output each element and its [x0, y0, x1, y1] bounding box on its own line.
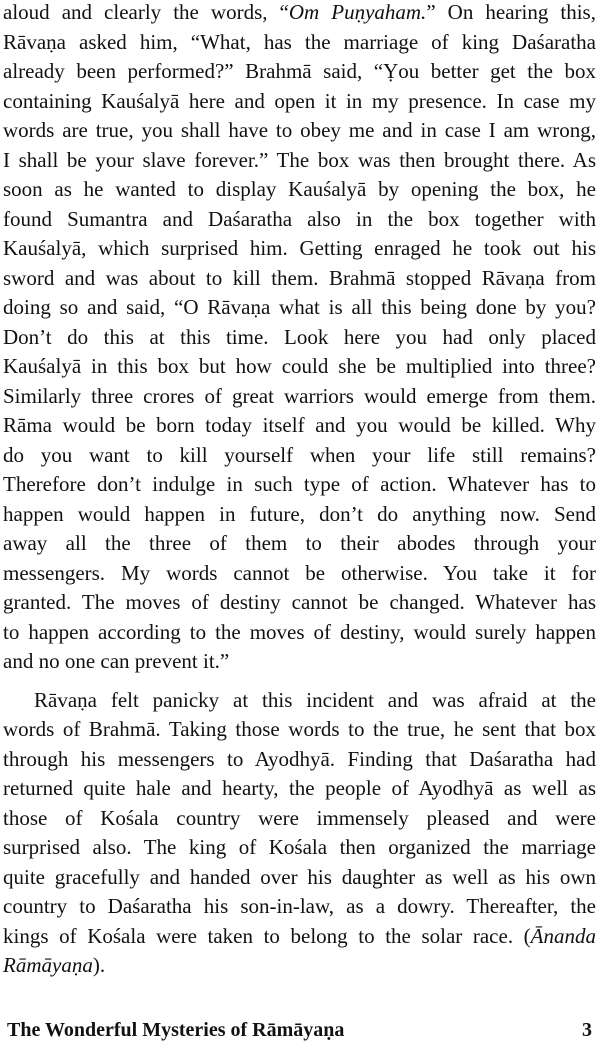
text-line: Kauśalyā, which surprised him. Getting enraged he took out his [3, 236, 596, 260]
text-line: quite gracefully and handed over his daughter as well as his own [3, 864, 596, 889]
italic-text: Rāmāyaṇa [3, 953, 93, 977]
text-line: to happen according to the moves of destiny, would surely happen [3, 619, 596, 644]
text-line: granted. The moves of destiny cannot be changed. Whatever has [3, 590, 596, 614]
paragraph-1 [3, 0, 596, 677]
text-line: Similarly three crores of great warriors would emerge from them. [3, 383, 596, 408]
italic-text: Om Puṇyaham. [288, 0, 427, 24]
text-line: and no one can prevent it.” [3, 649, 230, 673]
text-line: Rāma would be born today itself and you would be killed. Why [3, 413, 596, 437]
text-line: Rāvaṇa felt panicky at this incident and was afraid at the [34, 687, 596, 712]
text-line: doing so and said, “O Rāvaṇa what is all this being done by you? [3, 295, 596, 319]
running-title: The Wonderful Mysteries of Rāmāyaṇa [7, 1019, 345, 1041]
text-line: containing Kauśalyā here and open it in my presence. In case my [3, 88, 596, 113]
text-line: through his messengers to Ayodhyā. Finding that Daśaratha had [3, 746, 596, 771]
text-line [3, 0, 596, 28]
page-body [3, 0, 596, 981]
italic-text: Ānanda [530, 923, 596, 948]
page-number: 3 [582, 1019, 592, 1041]
paragraph-2 [3, 686, 596, 981]
text-line: sword and was about to kill them. Brahmā stopped Rāvaṇa from [3, 265, 596, 290]
text-segment: ” On hearing this, [426, 0, 596, 24]
text-line [3, 922, 596, 952]
text-line: Kauśalyā in this box but how could she be multiplied into three? [3, 354, 596, 378]
text-line: do you want to kill yourself when your life still remains? [3, 442, 596, 467]
text-line: already been performed?” Brahmā said, “Ỵou better get the box [3, 59, 596, 83]
text-line: returned quite hale and hearty, the people of Ayodhyā as well as [3, 776, 596, 800]
text-line: messengers. My words cannot be otherwise. You take it for [3, 560, 596, 585]
page-footer [7, 1019, 592, 1042]
text-line: Don’t do this at this time. Look here you had only placed [3, 324, 596, 349]
text-line: away all the three of them to their abodes through your [3, 531, 596, 555]
text-line: words of Brahmā. Taking those words to the true, he sent that box [3, 717, 596, 741]
text-line: I shall be your slave forever.” The box was then brought there. As [3, 147, 596, 172]
text-segment: kings of Kośala were taken to belong to the solar race. ( [3, 923, 531, 948]
text-line: found Sumantra and Daśaratha also in the box together with [3, 206, 596, 231]
text-line: those of Kośala country were immensely pleased and were [3, 805, 596, 830]
text-segment: aloud and clearly the words, “ [3, 0, 289, 24]
text-line: surprised also. The king of Kośala then organized the marriage [3, 835, 596, 859]
text-line [3, 951, 596, 981]
text-line: Therefore don’t indulge in such type of action. Whatever has to [3, 472, 596, 496]
text-line: words are true, you shall have to obey me and in case I am wrong, [3, 118, 596, 142]
text-line: happen would happen in future, don’t do anything now. Send [3, 501, 596, 526]
text-line: Rāvaṇa asked him, “What, has the marriage of king Daśaratha [3, 29, 596, 54]
text-segment: ). [92, 953, 106, 977]
text-line: soon as he wanted to display Kauśalyā by opening the box, he [3, 177, 596, 201]
text-line: country to Daśaratha his son-in-law, as a dowry. Thereafter, the [3, 894, 596, 918]
